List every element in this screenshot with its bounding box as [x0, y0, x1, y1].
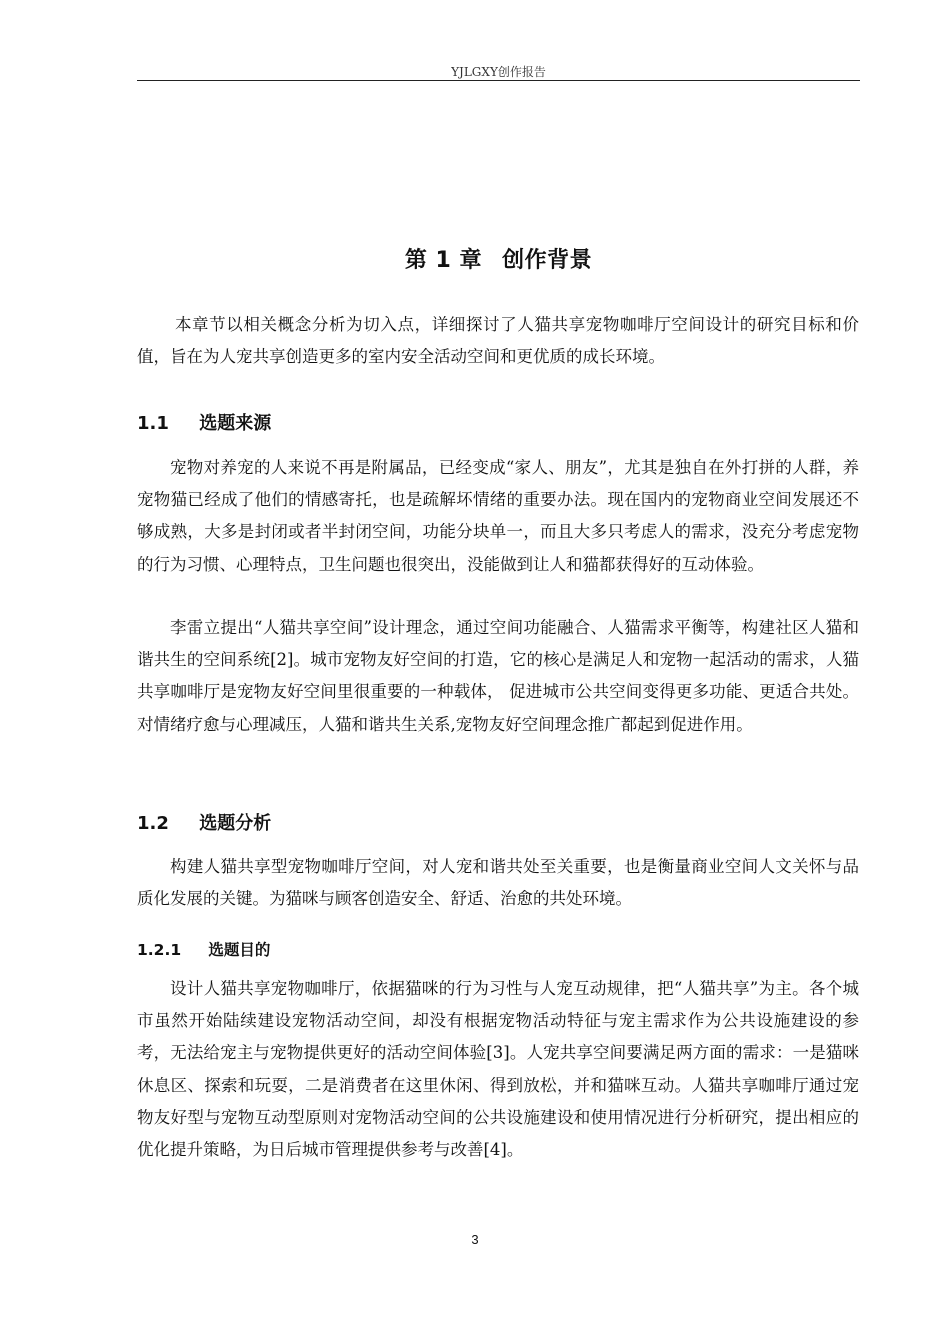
header-rule: [137, 80, 860, 81]
subsection-number: 1.2.1: [137, 941, 182, 959]
section-heading-1-2: [137, 809, 271, 835]
chapter-title: [137, 243, 860, 274]
section-number: 1.2: [137, 813, 169, 834]
body-paragraph: 李雷立提出“人猫共享空间”设计理念，通过空间功能融合、人猫需求平衡等，构建社区人猫和谐共生的空间系统[2]。城市宠物友好空间的打造，它的核心是满足人和宠物一起活动的需求，人猫共享咖啡厅是宠物友好空间里很重要的一种载体， 促进城市公共空间变得更多功能、更适合共处。对情绪疗愈与心理减压，人猫和谐共生关系,宠物友好空间理念推广都起到促进作用。: [137, 618, 859, 734]
page-number: 3: [471, 1232, 479, 1247]
section-number: 1.1: [137, 413, 169, 434]
chapter-number: 第 1 章: [404, 248, 482, 273]
chapter-intro: 本章节以相关概念分析为切入点，详细探讨了人猫共享宠物咖啡厅空间设计的研究目标和价值，旨在为人宠共享创造更多的室内安全活动空间和更优质的成长环境。: [137, 315, 859, 367]
chapter-name: 创作背景: [502, 248, 593, 273]
body-paragraph: 宠物对养宠的人来说不再是附属品，已经变成“家人、朋友”，尤其是独自在外打拼的人群，养宠物猫已经成了他们的情感寄托，也是疏解坏情绪的重要办法。现在国内的宠物商业空间发展还不够成熟，大多是封闭或者半封闭空间，功能分块单一，而且大多只考虑人的需求，没充分考虑宠物的行为习惯、心理特点，卫生问题也很突出，没能做到让人和猫都获得好的互动体验。: [137, 458, 859, 574]
body-paragraph: 设计人猫共享宠物咖啡厅，依据猫咪的行为习性与人宠互动规律，把“人猫共享”为主。各个城市虽然开始陆续建设宠物活动空间，却没有根据宠物活动特征与宠主需求作为公共设施建设的参考，无法给宠主与宠物提供更好的活动空间体验[3]。人宠共享空间要满足两方面的需求：一是猫咪休息区、探索和玩耍，二是消费者在这里休闲、得到放松，并和猫咪互动。人猫共享咖啡厅通过宠物友好型与宠物互动型原则对宠物活动空间的公共设施建设和使用情况进行分析研究，提出相应的优化提升策略，为日后城市管理提供参考与改善[4]。: [137, 979, 859, 1160]
subsection-heading-1-2-1: [137, 938, 270, 960]
page-header: YJLGXY创作报告: [451, 65, 546, 79]
section-heading-1-1: [137, 409, 271, 435]
subsection-title: 选题目的: [208, 941, 271, 959]
section-title: 选题来源: [199, 413, 272, 434]
section-title: 选题分析: [199, 813, 272, 834]
body-paragraph: 构建人猫共享型宠物咖啡厅空间，对人宠和谐共处至关重要，也是衡量商业空间人文关怀与品质化发展的关键。为猫咪与顾客创造安全、舒适、治愈的共处环境。: [137, 857, 859, 909]
